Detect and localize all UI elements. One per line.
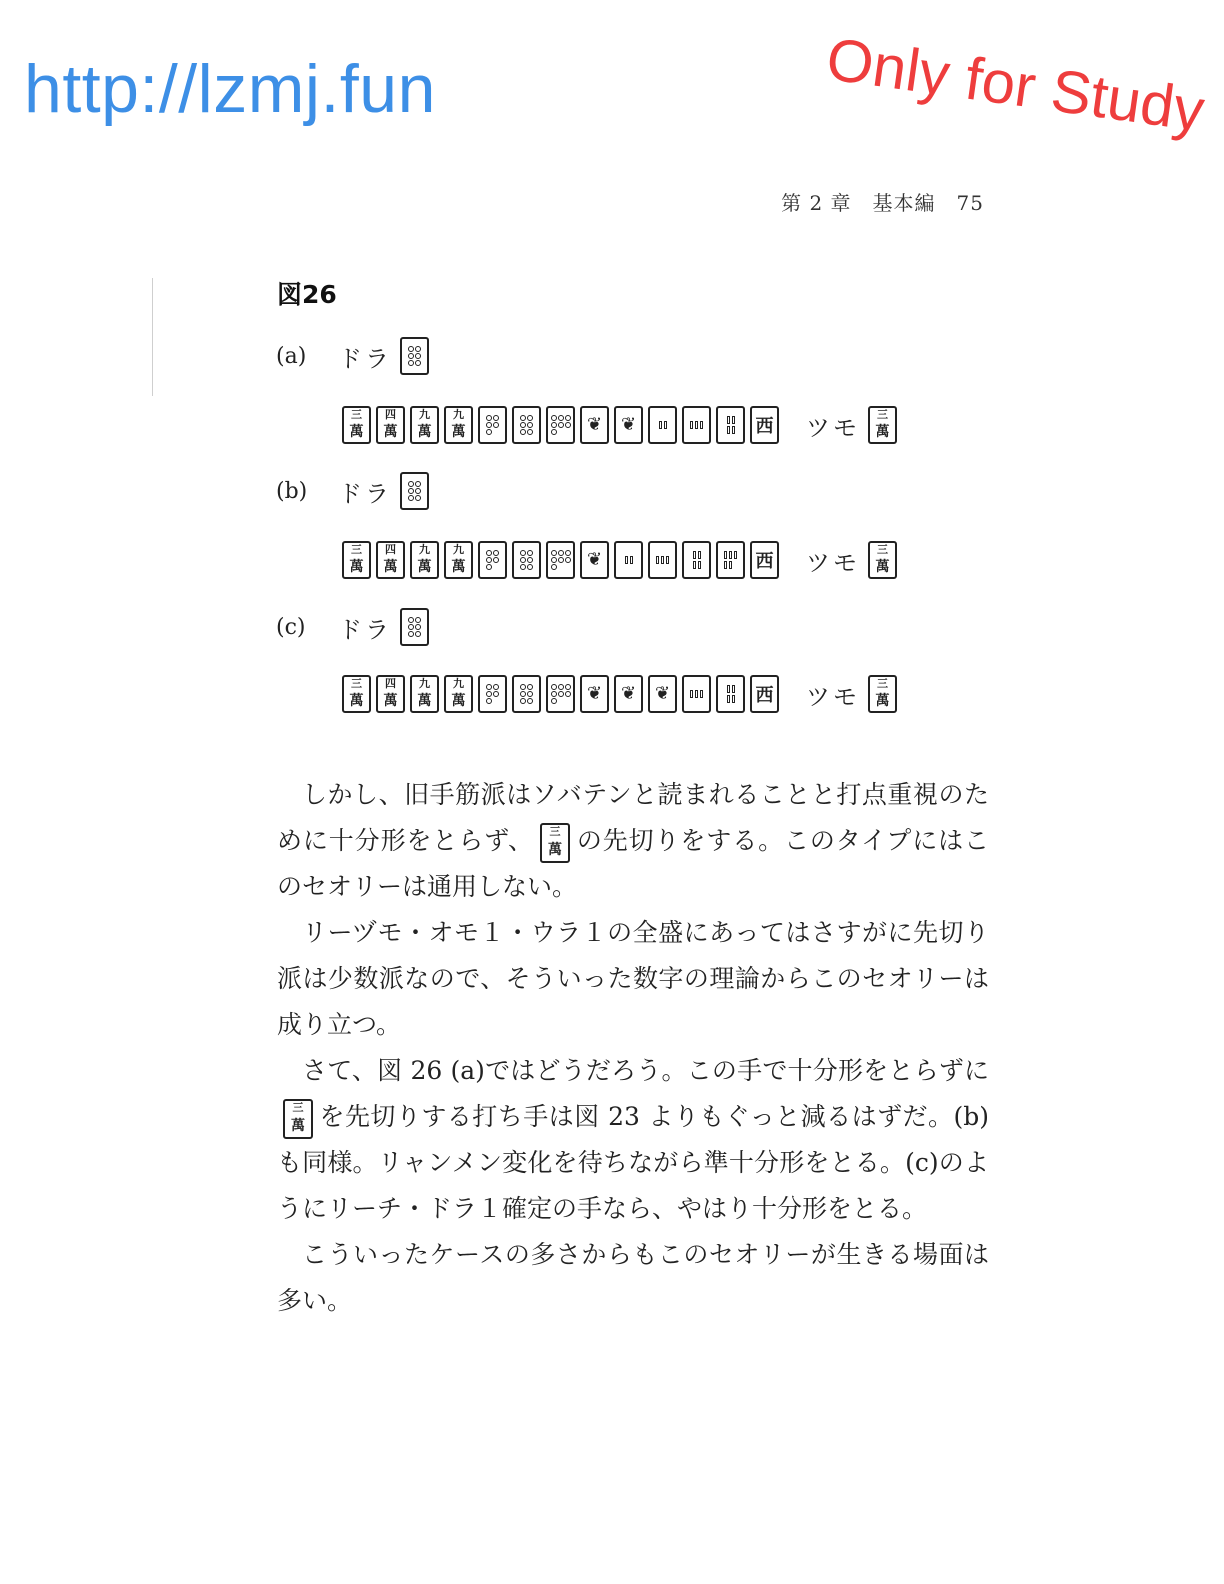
pin-dot — [415, 624, 421, 630]
sou-stick — [693, 551, 696, 559]
tile-4-man — [376, 675, 405, 713]
tile-3-sou — [648, 541, 677, 579]
tile-suit: 萬 — [349, 693, 364, 709]
pin-dot — [527, 422, 533, 428]
pin-dots — [520, 550, 533, 570]
tile-suit: 萬 — [547, 841, 562, 858]
tile-suit: 萬 — [383, 559, 398, 575]
tile-num: 九 — [419, 408, 430, 421]
tile-9-man — [444, 675, 473, 713]
tile-6-pin — [400, 472, 429, 510]
watermark-study: Only for Study — [822, 24, 1209, 145]
pin-dot — [520, 684, 526, 690]
sou-stick — [698, 561, 701, 569]
sou-stick — [727, 426, 730, 434]
pin-dot — [520, 550, 526, 556]
tile-4-man — [376, 541, 405, 579]
pin-dot — [520, 698, 526, 704]
tile-7-pin — [546, 541, 575, 579]
dora-line — [276, 469, 434, 513]
pin-dot — [408, 488, 414, 494]
pin-dot — [551, 550, 557, 556]
tile-2-sou — [648, 406, 677, 444]
pin-dots — [520, 415, 533, 435]
tile-suit: 萬 — [383, 424, 398, 440]
tile-1-sou — [614, 406, 643, 444]
sou-sticks — [656, 556, 669, 564]
pin-dot — [520, 564, 526, 570]
paragraph-3-b: を先切りする打ち手は図 23 よりもぐっと減るはずだ。(b)も同様。リャンメン変化を待ちながら準十分形をとる。(c)のようにリーチ・ドラ１確定の手なら、やはり十分形をとる。 — [277, 1102, 989, 1223]
pin-dot — [527, 557, 533, 563]
pin-dot — [520, 557, 526, 563]
sou-stick — [727, 416, 730, 424]
pin-dot — [527, 564, 533, 570]
case-label: (c) — [276, 614, 306, 640]
sou-sticks — [727, 685, 735, 703]
tsumo-label: ツモ — [806, 548, 860, 577]
tile-glyph: 西 — [755, 551, 774, 572]
tile-6-pin — [400, 337, 429, 375]
pin-dot — [486, 557, 492, 563]
tile-5-pin — [478, 406, 507, 444]
tile-3-man — [342, 675, 371, 713]
pin-dot — [520, 415, 526, 421]
pin-dot — [551, 684, 557, 690]
pin-dot — [527, 429, 533, 435]
tile-4-sou — [716, 406, 745, 444]
tile-1-sou — [580, 541, 609, 579]
sou-stick — [734, 551, 737, 559]
pin-dot — [558, 684, 564, 690]
pin-dot — [408, 346, 414, 352]
pin-dot — [520, 422, 526, 428]
paragraph-2: リーヅモ・オモ１・ウラ１の全盛にあってはさすがに先切り派は少数派なので、そういった数字の理論からこのセオリーは成り立つ。 — [277, 918, 989, 1039]
pin-dot — [493, 422, 499, 428]
tile-num: 四 — [385, 677, 396, 690]
pin-dot — [558, 691, 564, 697]
tile-num: 三 — [877, 408, 888, 421]
paragraph-1 — [277, 772, 989, 910]
running-head: 第 2 章 基本編 75 — [781, 191, 984, 215]
tile-1-sou — [580, 675, 609, 713]
sou-sticks — [724, 551, 737, 569]
tile-num: 三 — [877, 677, 888, 690]
pin-dots — [551, 550, 571, 570]
sou-sticks — [690, 690, 703, 698]
sou-stick — [625, 556, 628, 564]
pin-dot — [415, 481, 421, 487]
pin-dot — [486, 422, 492, 428]
tile-num: 三 — [877, 543, 888, 556]
tile-6-pin — [512, 406, 541, 444]
sou-stick — [724, 561, 727, 569]
tile-2-sou — [614, 541, 643, 579]
watermark-url: http://lzmj.fun — [24, 51, 436, 127]
tile-num: 三 — [351, 677, 362, 690]
bird-icon: ❦ — [586, 683, 603, 704]
bird-icon: ❦ — [586, 414, 603, 435]
sou-stick — [732, 426, 735, 434]
tile-4-sou — [682, 541, 711, 579]
tile-9-man — [410, 406, 439, 444]
sou-stick — [732, 416, 735, 424]
sou-stick — [700, 421, 703, 429]
pin-dot — [527, 415, 533, 421]
paragraph-1-a: しかし、旧手筋派はソバテンと読まれることと打点重視のために十分形をとらず、 — [277, 780, 989, 855]
pin-dot — [565, 691, 571, 697]
pin-dot — [408, 617, 414, 623]
pin-dots — [486, 550, 499, 570]
tile-num: 四 — [385, 408, 396, 421]
tile-num: 三 — [351, 408, 362, 421]
sou-stick — [729, 561, 732, 569]
sou-stick — [656, 556, 659, 564]
pin-dots — [486, 415, 499, 435]
pin-dot — [415, 353, 421, 359]
pin-dot — [408, 495, 414, 501]
dora-label: ドラ — [338, 344, 392, 373]
tile-6-pin — [400, 608, 429, 646]
tile-7-pin — [546, 675, 575, 713]
sou-stick — [693, 561, 696, 569]
pin-dot — [486, 691, 492, 697]
sou-sticks — [690, 421, 703, 429]
tile-4-man — [376, 406, 405, 444]
tile-num: 三 — [351, 543, 362, 556]
pin-dot — [565, 415, 571, 421]
pin-dot — [551, 422, 557, 428]
bird-icon: ❦ — [586, 549, 603, 570]
sou-stick — [727, 695, 730, 703]
pin-dot — [551, 698, 557, 704]
sou-stick — [666, 556, 669, 564]
paragraph-1-b: の先切りをする。このタイプにはこのセオリーは通用しない。 — [277, 826, 989, 901]
tile-9-man — [444, 406, 473, 444]
pin-dot — [493, 415, 499, 421]
dora-label: ドラ — [338, 479, 392, 508]
pin-dot — [408, 353, 414, 359]
pin-dot — [486, 550, 492, 556]
tile-6-pin — [512, 541, 541, 579]
tile-3-man — [342, 541, 371, 579]
tile-4-sou — [716, 675, 745, 713]
margin-rule — [152, 278, 153, 396]
sou-sticks — [693, 551, 701, 569]
sou-stick — [729, 551, 732, 559]
tile-9-man — [410, 675, 439, 713]
case-label: (a) — [276, 343, 307, 369]
pin-dot — [551, 429, 557, 435]
pin-dot — [558, 550, 564, 556]
tile-suit: 萬 — [417, 424, 432, 440]
pin-dot — [415, 495, 421, 501]
pin-dot — [486, 415, 492, 421]
sou-sticks — [625, 556, 633, 564]
tile-1-sou — [648, 675, 677, 713]
tile-num: 九 — [453, 677, 464, 690]
sou-stick — [664, 421, 667, 429]
dora-line — [276, 605, 434, 649]
tile-glyph: 西 — [755, 416, 774, 437]
pin-dot — [565, 422, 571, 428]
pin-dot — [486, 564, 492, 570]
sou-stick — [698, 551, 701, 559]
sou-sticks — [659, 421, 667, 429]
pin-dot — [565, 550, 571, 556]
tile-3-man-inline — [283, 1099, 313, 1139]
hand-row — [342, 403, 902, 447]
pin-dot — [408, 624, 414, 630]
tile-suit: 萬 — [451, 424, 466, 440]
pin-dots — [408, 617, 421, 637]
pin-dot — [551, 415, 557, 421]
pin-dots — [408, 346, 421, 366]
sou-stick — [727, 685, 730, 693]
pin-dot — [486, 429, 492, 435]
tile-3-sou — [682, 675, 711, 713]
pin-dot — [527, 691, 533, 697]
sou-stick — [700, 690, 703, 698]
bird-icon: ❦ — [620, 414, 637, 435]
pin-dot — [527, 698, 533, 704]
sou-stick — [690, 421, 693, 429]
pin-dot — [493, 691, 499, 697]
tile-1-sou — [580, 406, 609, 444]
tile-6-pin — [512, 675, 541, 713]
tile-suit: 萬 — [875, 424, 890, 440]
pin-dot — [551, 691, 557, 697]
pin-dot — [486, 684, 492, 690]
tile-glyph: 西 — [755, 685, 774, 706]
hand-row — [342, 672, 902, 716]
tile-num: 九 — [419, 677, 430, 690]
sou-stick — [661, 556, 664, 564]
pin-dot — [565, 684, 571, 690]
case-label: (b) — [276, 478, 308, 504]
pin-dot — [415, 631, 421, 637]
tsumo-label: ツモ — [806, 682, 860, 711]
tile-num: 三 — [549, 824, 561, 838]
tile-3-man — [868, 675, 897, 713]
figure-title: 図26 — [277, 280, 337, 309]
pin-dots — [520, 684, 533, 704]
tile-suit: 萬 — [875, 559, 890, 575]
dora-line — [276, 334, 434, 378]
pin-dots — [486, 684, 499, 704]
tile-suit: 萬 — [383, 693, 398, 709]
dora-label: ドラ — [338, 615, 392, 644]
tile-suit: 萬 — [417, 559, 432, 575]
tile-5-pin — [478, 541, 507, 579]
pin-dot — [520, 429, 526, 435]
pin-dot — [408, 631, 414, 637]
tile-3-man — [868, 541, 897, 579]
tile-5-pin — [478, 675, 507, 713]
pin-dot — [558, 415, 564, 421]
pin-dot — [527, 684, 533, 690]
pin-dot — [493, 557, 499, 563]
tile-suit: 萬 — [875, 693, 890, 709]
pin-dot — [415, 360, 421, 366]
tile-west-wind — [750, 675, 779, 713]
bird-icon: ❦ — [620, 683, 637, 704]
pin-dot — [558, 557, 564, 563]
tile-num: 四 — [385, 543, 396, 556]
tile-suit: 萬 — [417, 693, 432, 709]
pin-dot — [527, 550, 533, 556]
sou-stick — [732, 695, 735, 703]
pin-dots — [551, 415, 571, 435]
pin-dot — [415, 617, 421, 623]
tile-suit: 萬 — [349, 559, 364, 575]
tile-3-man — [868, 406, 897, 444]
sou-stick — [690, 690, 693, 698]
sou-stick — [695, 690, 698, 698]
pin-dot — [493, 684, 499, 690]
sou-sticks — [727, 416, 735, 434]
tile-num: 三 — [292, 1100, 304, 1114]
paragraph-3-a: さて、図 26 (a)ではどうだろう。この手で十分形をとらずに — [302, 1056, 989, 1085]
tile-west-wind — [750, 406, 779, 444]
tile-1-sou — [614, 675, 643, 713]
tile-3-sou — [682, 406, 711, 444]
sou-stick — [695, 421, 698, 429]
pin-dot — [565, 557, 571, 563]
tile-7-pin — [546, 406, 575, 444]
tile-suit: 萬 — [451, 559, 466, 575]
sou-stick — [724, 551, 727, 559]
pin-dot — [408, 481, 414, 487]
tile-num: 九 — [453, 543, 464, 556]
tile-num: 九 — [453, 408, 464, 421]
tile-suit: 萬 — [349, 424, 364, 440]
sou-stick — [630, 556, 633, 564]
pin-dot — [551, 564, 557, 570]
tile-suit: 萬 — [291, 1117, 305, 1134]
pin-dot — [486, 698, 492, 704]
pin-dot — [408, 360, 414, 366]
pin-dot — [493, 550, 499, 556]
pin-dot — [558, 422, 564, 428]
tile-num: 九 — [419, 543, 430, 556]
pin-dots — [408, 481, 421, 501]
pin-dot — [415, 346, 421, 352]
tsumo-label: ツモ — [806, 413, 860, 442]
pin-dots — [551, 684, 571, 704]
tile-5-sou — [716, 541, 745, 579]
bird-icon: ❦ — [654, 683, 671, 704]
tile-9-man — [410, 541, 439, 579]
tile-suit: 萬 — [451, 693, 466, 709]
pin-dot — [415, 488, 421, 494]
tile-west-wind — [750, 541, 779, 579]
sou-stick — [732, 685, 735, 693]
hand-row — [342, 538, 902, 582]
sou-stick — [659, 421, 662, 429]
tile-3-man-inline — [540, 823, 570, 863]
pin-dot — [551, 557, 557, 563]
tile-3-man — [342, 406, 371, 444]
tile-9-man — [444, 541, 473, 579]
paragraph-4: こういったケースの多さからもこのセオリーが生きる場面は多い。 — [277, 1240, 989, 1315]
pin-dot — [520, 691, 526, 697]
body-text — [277, 772, 989, 1324]
paragraph-3 — [277, 1048, 989, 1232]
